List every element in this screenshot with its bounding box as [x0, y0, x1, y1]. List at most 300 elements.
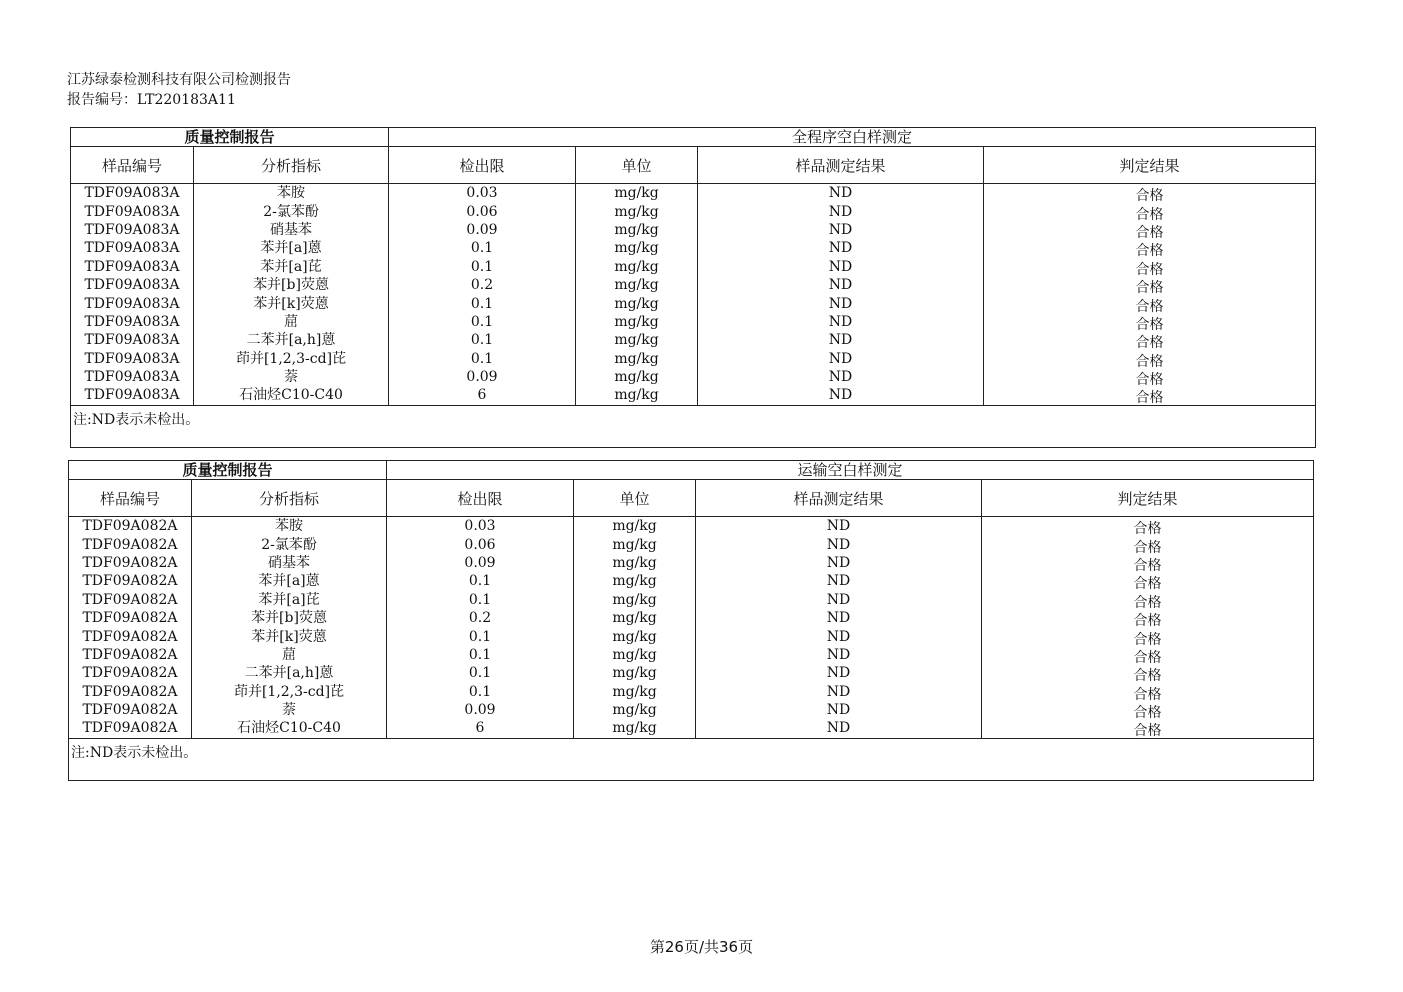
cell-unit-text: mg/kg [612, 702, 657, 719]
cell-detection-limit [389, 331, 576, 349]
cell-unit-text: mg/kg [614, 387, 659, 404]
cell-analyte-text: 2-氯苯酚 [263, 203, 319, 220]
cell-detection-limit [387, 591, 574, 609]
cell-sample-id-text: TDF09A083A [84, 221, 180, 238]
cell-detection-limit [389, 294, 576, 312]
cell-detection-limit-text: 6 [475, 720, 485, 737]
cell-result-text: ND [828, 277, 853, 294]
cell-unit-text: mg/kg [614, 240, 659, 257]
cell-detection-limit-text: 0.1 [470, 240, 494, 257]
cell-result-text: ND [826, 610, 851, 627]
cell-judgement-text: 合格 [1135, 280, 1164, 297]
cell-detection-limit-text: 6 [477, 387, 487, 404]
cell-unit [576, 221, 698, 239]
cell-analyte-text: 二苯并[a,h]蒽 [246, 332, 336, 349]
cell-detection-limit-text: 0.1 [468, 573, 492, 590]
cell-unit-text: mg/kg [614, 332, 659, 349]
cell-detection-limit-text: 0.1 [468, 683, 492, 700]
cell-result [696, 627, 982, 645]
table-row [71, 313, 1316, 331]
cell-sample-id [71, 386, 194, 405]
cell-analyte-text: 苯并[b]荧蒽 [253, 277, 329, 294]
cell-judgement-text: 合格 [1133, 539, 1162, 556]
cell-judgement [984, 258, 1316, 276]
cell-judgement-text: 合格 [1135, 353, 1164, 370]
cell-result-text: ND [826, 628, 851, 645]
col-header-analyte: 分析指标 [192, 480, 387, 517]
cell-sample-id [71, 184, 194, 203]
table-row [69, 517, 1314, 536]
cell-judgement [984, 202, 1316, 223]
col-header-detection-limit: 检出限 [389, 147, 576, 184]
cell-sample-id-text: TDF09A082A [82, 573, 178, 590]
cell-sample-id-text: TDF09A082A [82, 628, 178, 645]
cell-result-text: ND [826, 665, 851, 682]
cell-unit-text: mg/kg [614, 313, 659, 330]
cell-result [696, 517, 982, 536]
cell-analyte-text: 苯并[a]蒽 [258, 573, 320, 590]
table-row [71, 221, 1316, 239]
cell-result-text: ND [828, 221, 853, 238]
cell-result-text: ND [828, 387, 853, 404]
cell-unit [576, 313, 698, 331]
cell-sample-id-text: TDF09A083A [84, 258, 180, 275]
cell-analyte-text: 硝基苯 [270, 221, 312, 238]
cell-analyte [192, 627, 387, 645]
col-header-unit: 单位 [574, 480, 696, 517]
cell-unit [574, 554, 696, 572]
cell-unit-text: mg/kg [612, 610, 657, 627]
cell-sample-id [71, 202, 194, 220]
cell-sample-id-text: TDF09A083A [84, 295, 180, 312]
cell-unit-text: mg/kg [612, 536, 657, 553]
cell-result-text: ND [826, 554, 851, 571]
cell-analyte-text: 茚并[1,2,3-cd]芘 [233, 683, 345, 700]
cell-sample-id [71, 331, 194, 349]
cell-result [698, 258, 984, 276]
cell-result [696, 683, 982, 701]
cell-analyte [194, 368, 389, 386]
cell-result [696, 701, 982, 719]
cell-analyte-text: 苯胺 [277, 185, 305, 202]
table-row [71, 331, 1316, 349]
cell-judgement [982, 664, 1314, 685]
cell-analyte-text: 䓛 [284, 313, 298, 330]
table-row [71, 368, 1316, 386]
cell-result [698, 276, 984, 294]
cell-analyte [192, 701, 387, 719]
cell-detection-limit-text: 0.09 [464, 554, 496, 571]
cell-sample-id-text: TDF09A083A [84, 240, 180, 257]
cell-analyte [194, 294, 389, 312]
table-row [71, 294, 1316, 312]
cell-judgement-text: 合格 [1133, 649, 1162, 666]
cell-judgement [982, 701, 1314, 722]
col-header-judgement: 判定结果 [982, 480, 1314, 517]
cell-result-text: ND [826, 573, 851, 590]
cell-detection-limit [389, 184, 576, 203]
table-right-title: 全程序空白样测定 [389, 128, 1316, 147]
cell-judgement [984, 276, 1316, 297]
cell-result-text: ND [826, 591, 851, 608]
cell-unit-text: mg/kg [612, 518, 657, 535]
cell-judgement-text: 合格 [1133, 723, 1162, 740]
cell-detection-limit-text: 0.1 [470, 258, 494, 275]
cell-analyte-text: 萘 [284, 369, 298, 386]
cell-unit [574, 572, 696, 590]
cell-analyte [192, 664, 387, 682]
col-header-analyte: 分析指标 [194, 147, 389, 184]
cell-detection-limit [389, 313, 576, 331]
cell-sample-id [71, 276, 194, 294]
col-header-result: 样品测定结果 [698, 147, 984, 184]
cell-detection-limit [387, 554, 574, 572]
cell-unit-text: mg/kg [614, 369, 659, 386]
cell-sample-id-text: TDF09A083A [84, 313, 180, 330]
cell-analyte [194, 258, 389, 276]
table-header-row [69, 480, 1314, 517]
cell-judgement [984, 331, 1316, 352]
cell-analyte-text: 石油烃C10-C40 [239, 387, 343, 404]
cell-sample-id [69, 683, 192, 701]
cell-judgement-text: 合格 [1133, 521, 1162, 538]
cell-detection-limit-text: 0.09 [466, 369, 498, 386]
cell-result-text: ND [826, 702, 851, 719]
cell-result-text: ND [826, 683, 851, 700]
cell-analyte [192, 609, 387, 627]
cell-unit [576, 276, 698, 294]
table-row [69, 591, 1314, 609]
cell-analyte [192, 572, 387, 590]
table-row [69, 609, 1314, 627]
cell-result-text: ND [828, 203, 853, 220]
cell-result [696, 554, 982, 572]
table-row [71, 202, 1316, 220]
cell-judgement [982, 591, 1314, 609]
cell-sample-id [69, 646, 192, 664]
cell-analyte-text: 苯并[k]荧蒽 [251, 628, 327, 645]
cell-judgement [982, 572, 1314, 593]
cell-unit [574, 646, 696, 664]
cell-sample-id-text: TDF09A082A [82, 610, 178, 627]
cell-result [696, 591, 982, 609]
cell-sample-id [69, 719, 192, 738]
cell-detection-limit [389, 202, 576, 220]
cell-analyte [192, 646, 387, 664]
cell-judgement-text: 合格 [1133, 594, 1162, 611]
cell-analyte [192, 683, 387, 701]
cell-sample-id [69, 535, 192, 553]
report-number: 报告编号：LT220183A11 [67, 92, 236, 108]
cell-detection-limit-text: 0.1 [468, 646, 492, 663]
cell-sample-id [71, 368, 194, 386]
cell-unit-text: mg/kg [614, 277, 659, 294]
cell-judgement-text: 合格 [1133, 557, 1162, 574]
cell-sample-id-text: TDF09A083A [84, 332, 180, 349]
cell-unit [574, 664, 696, 682]
cell-detection-limit-text: 0.2 [470, 277, 494, 294]
cell-judgement-text: 合格 [1135, 224, 1164, 241]
cell-unit-text: mg/kg [614, 221, 659, 238]
cell-analyte-text: 硝基苯 [268, 554, 310, 571]
cell-judgement-text: 合格 [1133, 631, 1162, 648]
cell-sample-id [69, 517, 192, 536]
cell-unit [576, 239, 698, 257]
table-row [69, 701, 1314, 719]
cell-unit [574, 719, 696, 738]
cell-unit-text: mg/kg [614, 258, 659, 275]
cell-result [696, 646, 982, 664]
cell-analyte-text: 苯并[a]芘 [258, 591, 320, 608]
cell-analyte-text: 苯并[a]蒽 [260, 240, 322, 257]
cell-analyte [194, 239, 389, 257]
cell-result-text: ND [826, 720, 851, 737]
cell-analyte-text: 茚并[1,2,3-cd]芘 [235, 350, 347, 367]
cell-judgement-text: 合格 [1135, 206, 1164, 223]
cell-judgement-text: 合格 [1135, 390, 1164, 407]
cell-detection-limit-text: 0.1 [468, 591, 492, 608]
table-row [69, 719, 1314, 738]
cell-analyte-text: 石油烃C10-C40 [237, 720, 341, 737]
cell-unit [576, 294, 698, 312]
table-header-row [71, 147, 1316, 184]
cell-unit [576, 368, 698, 386]
cell-detection-limit-text: 0.09 [464, 702, 496, 719]
cell-detection-limit [387, 609, 574, 627]
cell-analyte [194, 331, 389, 349]
cell-result [698, 294, 984, 312]
col-header-result: 样品测定结果 [696, 480, 982, 517]
company-title: 江苏绿泰检测科技有限公司检测报告 [67, 72, 291, 88]
cell-detection-limit-text: 0.1 [468, 665, 492, 682]
cell-sample-id [71, 221, 194, 239]
cell-analyte [192, 591, 387, 609]
cell-judgement [984, 239, 1316, 260]
cell-unit-text: mg/kg [614, 185, 659, 202]
cell-result [698, 386, 984, 405]
cell-analyte [194, 221, 389, 239]
cell-sample-id [71, 258, 194, 276]
table-row [71, 386, 1316, 405]
table-row [69, 572, 1314, 590]
table-row [69, 627, 1314, 645]
cell-sample-id [69, 554, 192, 572]
cell-judgement [984, 368, 1316, 389]
cell-analyte [192, 554, 387, 572]
cell-judgement-text: 合格 [1133, 613, 1162, 630]
cell-sample-id-text: TDF09A083A [84, 203, 180, 220]
cell-detection-limit [387, 627, 574, 645]
cell-unit-text: mg/kg [612, 683, 657, 700]
col-header-sample-id: 样品编号 [71, 147, 194, 184]
cell-analyte [194, 184, 389, 203]
cell-result [696, 664, 982, 682]
cell-analyte-text: 2-氯苯酚 [261, 536, 317, 553]
cell-unit-text: mg/kg [612, 573, 657, 590]
report-header [67, 70, 291, 110]
col-header-judgement: 判定结果 [984, 147, 1316, 184]
cell-judgement [984, 386, 1316, 405]
cell-unit-text: mg/kg [612, 646, 657, 663]
cell-sample-id-text: TDF09A083A [84, 369, 180, 386]
col-header-sample-id: 样品编号 [69, 480, 192, 517]
cell-sample-id-text: TDF09A082A [82, 683, 178, 700]
cell-judgement-text: 合格 [1133, 705, 1162, 722]
col-header-unit: 单位 [576, 147, 698, 184]
cell-unit-text: mg/kg [612, 720, 657, 737]
cell-sample-id-text: TDF09A083A [84, 185, 180, 202]
cell-detection-limit-text: 0.1 [468, 628, 492, 645]
cell-result-text: ND [828, 240, 853, 257]
cell-detection-limit [389, 350, 576, 368]
cell-judgement [982, 719, 1314, 738]
cell-unit-text: mg/kg [612, 665, 657, 682]
cell-detection-limit [389, 368, 576, 386]
table-body [69, 517, 1314, 739]
cell-judgement [984, 350, 1316, 368]
cell-unit [574, 609, 696, 627]
cell-sample-id-text: TDF09A082A [82, 554, 178, 571]
cell-sample-id-text: TDF09A082A [82, 536, 178, 553]
cell-unit-text: mg/kg [612, 628, 657, 645]
cell-analyte [194, 313, 389, 331]
cell-sample-id-text: TDF09A082A [82, 665, 178, 682]
cell-detection-limit-text: 0.06 [466, 203, 498, 220]
cell-sample-id [71, 239, 194, 257]
cell-detection-limit-text: 0.06 [464, 536, 496, 553]
cell-judgement-text: 合格 [1135, 298, 1164, 315]
cell-unit [576, 258, 698, 276]
cell-detection-limit [389, 258, 576, 276]
cell-judgement-text: 合格 [1133, 686, 1162, 703]
cell-unit [576, 350, 698, 368]
cell-unit [576, 202, 698, 220]
cell-judgement [982, 627, 1314, 648]
cell-judgement [984, 221, 1316, 239]
table-left-title: 质量控制报告 [69, 461, 387, 480]
cell-result [698, 368, 984, 386]
cell-judgement [982, 554, 1314, 572]
cell-analyte [194, 350, 389, 368]
cell-analyte [192, 517, 387, 536]
cell-result [698, 221, 984, 239]
cell-analyte [194, 202, 389, 220]
cell-sample-id [69, 664, 192, 682]
cell-analyte-text: 苯并[b]荧蒽 [251, 610, 327, 627]
qc-table-full-procedure-blank [70, 127, 1316, 448]
cell-detection-limit-text: 0.2 [468, 610, 492, 627]
cell-result [698, 184, 984, 203]
cell-result [698, 350, 984, 368]
cell-result [696, 719, 982, 738]
cell-unit-text: mg/kg [614, 203, 659, 220]
cell-judgement [982, 683, 1314, 701]
cell-unit [576, 331, 698, 349]
cell-detection-limit [389, 239, 576, 257]
cell-analyte [194, 276, 389, 294]
cell-analyte-text: 二苯并[a,h]蒽 [244, 665, 334, 682]
cell-judgement-text: 合格 [1133, 576, 1162, 593]
cell-unit-text: mg/kg [614, 350, 659, 367]
cell-unit [574, 535, 696, 553]
cell-sample-id [69, 572, 192, 590]
cell-result [698, 239, 984, 257]
cell-detection-limit [389, 276, 576, 294]
cell-judgement [984, 313, 1316, 331]
cell-sample-id [71, 294, 194, 312]
cell-sample-id [69, 701, 192, 719]
cell-detection-limit [389, 386, 576, 405]
cell-result-text: ND [828, 295, 853, 312]
cell-result-text: ND [828, 332, 853, 349]
cell-detection-limit [387, 701, 574, 719]
cell-sample-id-text: TDF09A082A [82, 702, 178, 719]
cell-judgement [982, 535, 1314, 556]
cell-unit-text: mg/kg [612, 591, 657, 608]
cell-analyte [192, 719, 387, 738]
table-row [71, 184, 1316, 203]
table-row [71, 276, 1316, 294]
cell-result-text: ND [826, 646, 851, 663]
cell-sample-id-text: TDF09A082A [82, 518, 178, 535]
cell-analyte-text: 苯胺 [275, 518, 303, 535]
cell-detection-limit [387, 572, 574, 590]
table-row [71, 239, 1316, 257]
table-row [69, 646, 1314, 664]
cell-result-text: ND [828, 258, 853, 275]
cell-detection-limit [389, 221, 576, 239]
cell-detection-limit-text: 0.1 [470, 350, 494, 367]
cell-judgement [984, 184, 1316, 203]
cell-result-text: ND [828, 185, 853, 202]
cell-sample-id [69, 627, 192, 645]
cell-analyte-text: 苯并[k]荧蒽 [253, 295, 329, 312]
table-row [69, 664, 1314, 682]
cell-result-text: ND [826, 518, 851, 535]
cell-result [696, 609, 982, 627]
cell-analyte-text: 苯并[a]芘 [260, 258, 322, 275]
cell-analyte [192, 535, 387, 553]
qc-table-transport-blank [68, 460, 1314, 781]
table-row [71, 258, 1316, 276]
table-note: 注:ND表示未检出。 [71, 405, 1316, 447]
cell-detection-limit-text: 0.03 [466, 185, 498, 202]
cell-result [698, 331, 984, 349]
cell-detection-limit [387, 664, 574, 682]
cell-detection-limit [387, 719, 574, 738]
cell-judgement [982, 609, 1314, 630]
cell-detection-limit-text: 0.1 [470, 313, 494, 330]
cell-unit-text: mg/kg [614, 295, 659, 312]
cell-judgement-text: 合格 [1135, 316, 1164, 333]
table-row [71, 350, 1316, 368]
cell-unit [574, 701, 696, 719]
cell-sample-id-text: TDF09A082A [82, 646, 178, 663]
cell-unit [574, 683, 696, 701]
cell-detection-limit [387, 535, 574, 553]
cell-result-text: ND [828, 350, 853, 367]
table-row [69, 683, 1314, 701]
table-left-title: 质量控制报告 [71, 128, 389, 147]
cell-sample-id [71, 313, 194, 331]
cell-analyte [194, 386, 389, 405]
cell-sample-id [71, 350, 194, 368]
cell-sample-id-text: TDF09A083A [84, 387, 180, 404]
cell-detection-limit-text: 0.1 [470, 332, 494, 349]
cell-judgement-text: 合格 [1135, 188, 1164, 205]
cell-result-text: ND [826, 536, 851, 553]
table-body [71, 184, 1316, 406]
